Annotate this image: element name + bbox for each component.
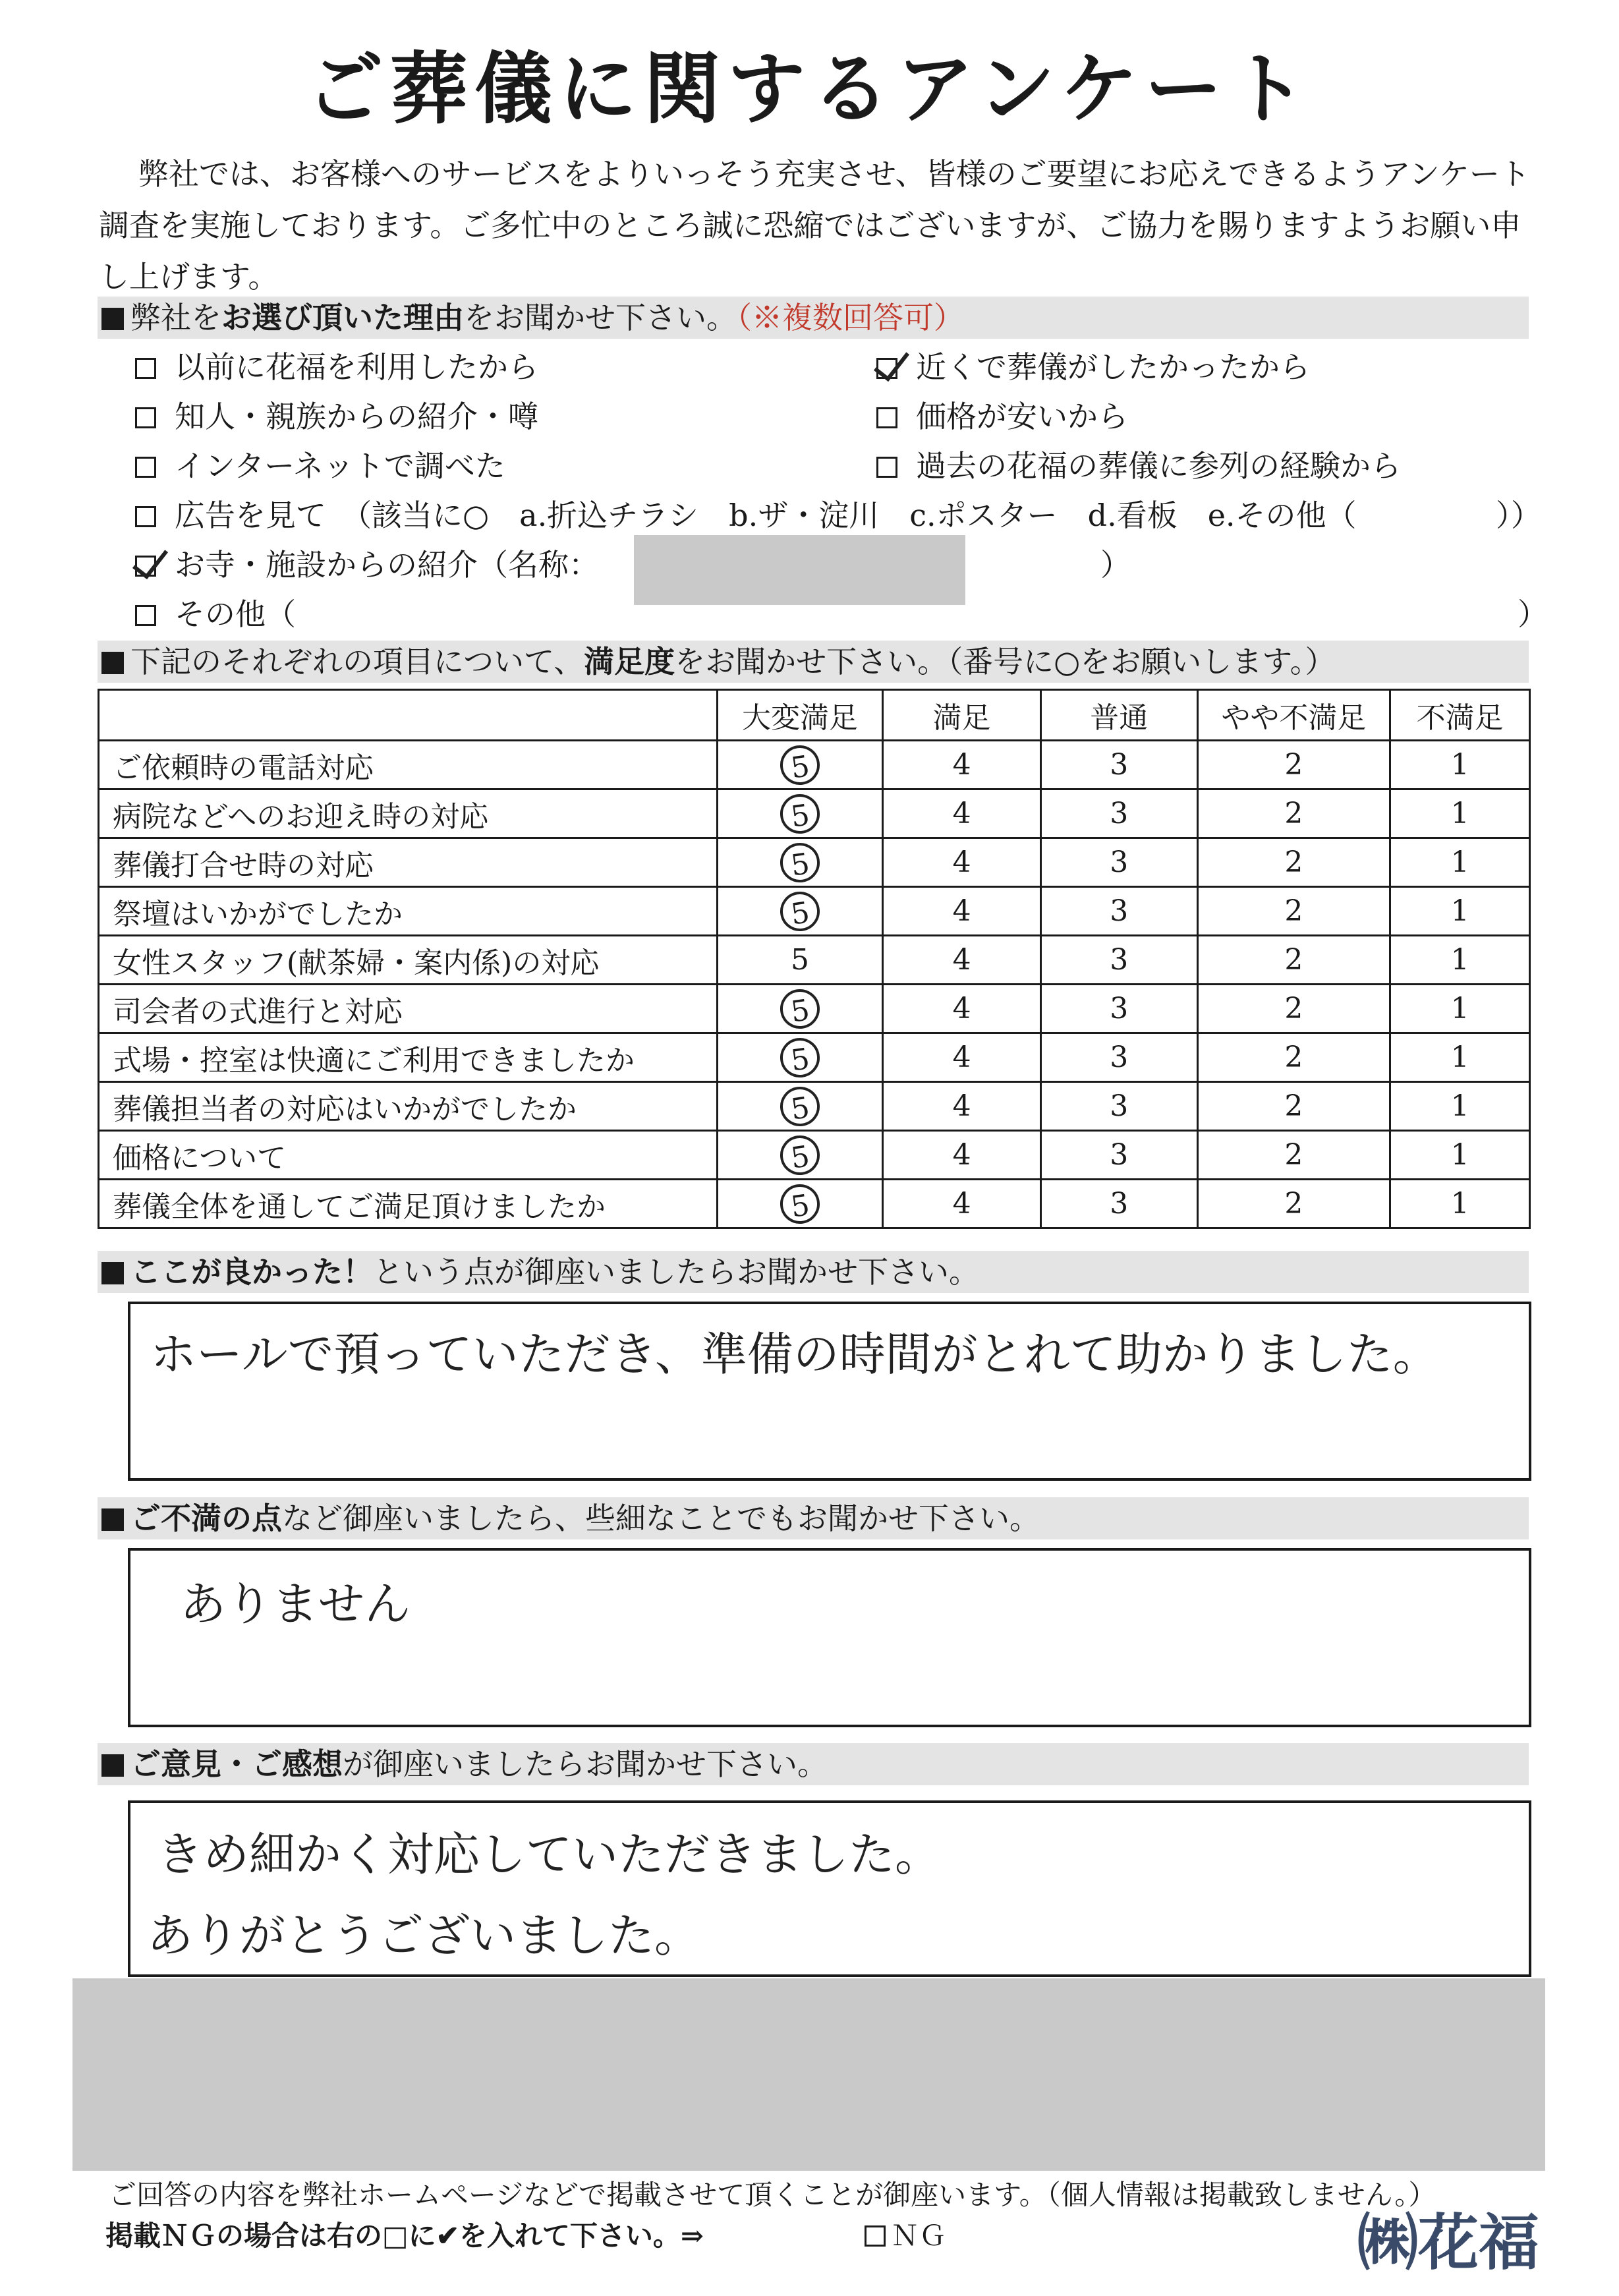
score-option[interactable] <box>1197 1131 1390 1180</box>
score-value: 4 <box>952 943 971 977</box>
satisfaction-item-label: 葬儀全体を通してご満足頂けましたか <box>99 1180 718 1228</box>
circled-score: 5 <box>778 791 822 836</box>
satisfaction-item-label: 祭壇はいかがでしたか <box>99 887 718 936</box>
score-value: 4 <box>952 992 971 1025</box>
score-option[interactable] <box>717 1082 883 1131</box>
circled-score: 5 <box>778 1133 822 1178</box>
opinion-answer-line2: ありがとうございました。 <box>147 1909 700 1963</box>
score-option[interactable] <box>717 1033 883 1082</box>
intro-text: 弊社では、お客様へのサービスをよりいっそう充実させ、皆様のご要望にお応えできるようアンケート調査を実施しております。ご多忙中のところ誠に恐縮ではございますが、ご協力を賜りますようお願い申し上げます。 <box>99 156 1530 295</box>
redacted-block <box>72 1978 1545 2171</box>
score-value: 4 <box>952 846 971 879</box>
table-row <box>99 1033 1530 1082</box>
score-value: 1 <box>1450 894 1469 928</box>
score-option[interactable] <box>1040 838 1197 887</box>
score-option[interactable] <box>717 1180 883 1228</box>
score-value: 1 <box>1450 1138 1469 1172</box>
checkbox[interactable] <box>135 506 156 527</box>
opinion-answer-line1: きめ細かく対応していただきました。 <box>157 1827 941 1881</box>
score-value: 3 <box>1110 1041 1129 1074</box>
opinion-heading: ご意見・ご感想が御座いましたらお聞かせ下さい。 <box>98 1743 1529 1785</box>
score-value: 3 <box>1110 1138 1129 1172</box>
score-option[interactable] <box>1390 1131 1530 1180</box>
checkbox-checked[interactable] <box>135 556 156 577</box>
score-value: 4 <box>952 894 971 928</box>
column-header: 普通 <box>1040 690 1197 741</box>
checkbox[interactable] <box>876 407 897 428</box>
column-header: 大変満足 <box>717 690 883 741</box>
score-option[interactable] <box>717 741 883 789</box>
square-bullet-icon <box>101 1262 124 1284</box>
score-value: 1 <box>1450 797 1469 830</box>
circled-score: 5 <box>778 1035 822 1080</box>
reason-option-temple[interactable]: お寺・施設からの紹介（名称： ） <box>135 545 1123 585</box>
score-value: 2 <box>1284 1089 1303 1123</box>
column-header: やや不満足 <box>1197 690 1390 741</box>
score-option[interactable] <box>1197 1082 1390 1131</box>
satisfaction-table <box>98 689 1531 1229</box>
score-option[interactable] <box>1390 741 1530 789</box>
score-option[interactable] <box>1390 1033 1530 1082</box>
circled-score: 5 <box>778 889 822 934</box>
score-value: 4 <box>952 748 971 782</box>
checkbox[interactable] <box>876 457 897 478</box>
score-option[interactable] <box>883 741 1041 789</box>
score-value: 1 <box>1450 943 1469 977</box>
score-value: 3 <box>1110 992 1129 1025</box>
score-value: 5 <box>790 943 809 977</box>
score-option[interactable] <box>883 1180 1041 1228</box>
good-points-heading: ここが良かった！という点が御座いましたらお聞かせ下さい。 <box>98 1251 1529 1293</box>
score-option[interactable] <box>883 789 1041 838</box>
satisfaction-item-label: 葬儀担当者の対応はいかがでしたか <box>99 1082 718 1131</box>
table-header-row <box>99 690 1530 741</box>
table-row <box>99 789 1530 838</box>
checkbox[interactable] <box>135 457 156 478</box>
score-option[interactable] <box>1197 741 1390 789</box>
score-value: 2 <box>1284 846 1303 879</box>
score-option[interactable] <box>883 1082 1041 1131</box>
checkbox[interactable] <box>135 605 156 626</box>
score-option[interactable] <box>717 936 883 985</box>
satisfaction-heading: 下記のそれぞれの項目について、満足度をお聞かせ下さい。（番号に○をお願いします。） <box>98 641 1529 683</box>
score-value: 3 <box>1110 797 1129 830</box>
complaint-heading: ご不満の点など御座いましたら、些細なことでもお聞かせ下さい。 <box>98 1497 1529 1539</box>
score-option[interactable] <box>717 985 883 1033</box>
score-value: 4 <box>952 1187 971 1220</box>
score-value: 4 <box>952 1089 971 1123</box>
score-option[interactable] <box>1197 985 1390 1033</box>
score-option[interactable] <box>1390 887 1530 936</box>
satisfaction-item-label: 葬儀打合せ時の対応 <box>99 838 718 887</box>
score-option[interactable] <box>883 838 1041 887</box>
satisfaction-item-label: 女性スタッフ(献茶婦・案内係)の対応 <box>99 936 718 985</box>
score-value: 1 <box>1450 748 1469 782</box>
score-option[interactable] <box>1040 887 1197 936</box>
score-option[interactable] <box>1040 1082 1197 1131</box>
score-option[interactable] <box>1197 1180 1390 1228</box>
column-header: 不満足 <box>1390 690 1530 741</box>
reason-option[interactable]: 近くで葬儀がしたかったから <box>876 347 1310 387</box>
reason-option[interactable]: 過去の花福の葬儀に参列の経験から <box>876 446 1401 486</box>
complaint-answer: ありません <box>180 1577 411 1631</box>
score-value: 3 <box>1110 894 1129 928</box>
footer-notice: ご回答の内容を弊社ホームページなどで掲載させて頂くことが御座います。（個人情報は掲載致しません。） <box>109 2179 1436 2211</box>
circled-score: 5 <box>778 987 822 1031</box>
score-value: 3 <box>1110 748 1129 782</box>
circled-score: 5 <box>778 1084 822 1129</box>
ng-option[interactable]: ＮＧ <box>865 2214 946 2254</box>
score-option[interactable] <box>883 1131 1041 1180</box>
opinion-answer-box[interactable] <box>128 1800 1531 1977</box>
checkbox[interactable] <box>135 358 156 379</box>
reasons-heading: 弊社をお選び頂いた理由をお聞かせ下さい。（※複数回答可） <box>98 297 1529 339</box>
reason-option-other[interactable]: その他（ ） <box>135 594 1539 634</box>
square-bullet-icon <box>101 308 124 330</box>
square-bullet-icon <box>101 1754 124 1777</box>
score-option[interactable] <box>717 887 883 936</box>
score-option[interactable] <box>717 1131 883 1180</box>
table-row <box>99 838 1530 887</box>
score-value: 2 <box>1284 943 1303 977</box>
checkbox-checked[interactable] <box>876 358 897 379</box>
score-option[interactable] <box>1040 741 1197 789</box>
table-row <box>99 1082 1530 1131</box>
checkbox[interactable] <box>135 407 156 428</box>
satisfaction-item-label: ご依頼時の電話対応 <box>99 741 718 789</box>
score-option[interactable] <box>1197 838 1390 887</box>
table-row <box>99 1131 1530 1180</box>
score-value: 4 <box>952 1138 971 1172</box>
circled-score: 5 <box>778 743 822 788</box>
table-row <box>99 936 1530 985</box>
ng-checkbox[interactable] <box>865 2225 886 2247</box>
complaint-answer-box[interactable] <box>128 1548 1531 1727</box>
score-option[interactable] <box>1197 887 1390 936</box>
table-row <box>99 887 1530 936</box>
score-option[interactable] <box>1040 789 1197 838</box>
score-value: 2 <box>1284 992 1303 1025</box>
score-option[interactable] <box>1390 936 1530 985</box>
page-title: ご葬儀に関するアンケート <box>306 43 1313 134</box>
score-value: 2 <box>1284 1138 1303 1172</box>
score-value: 2 <box>1284 1187 1303 1220</box>
score-value: 3 <box>1110 1187 1129 1220</box>
score-option[interactable] <box>1390 1180 1530 1228</box>
score-option[interactable] <box>883 1033 1041 1082</box>
score-value: 1 <box>1450 1041 1469 1074</box>
score-option[interactable] <box>1197 789 1390 838</box>
score-option[interactable] <box>717 838 883 887</box>
reason-option[interactable]: 以前に花福を利用したから <box>135 347 538 387</box>
score-option[interactable] <box>1040 1131 1197 1180</box>
score-value: 3 <box>1110 943 1129 977</box>
score-value: 4 <box>952 1041 971 1074</box>
square-bullet-icon <box>101 652 124 674</box>
circled-score: 5 <box>778 840 822 885</box>
score-option[interactable] <box>1040 1033 1197 1082</box>
score-value: 1 <box>1450 1187 1469 1220</box>
score-value: 2 <box>1284 797 1303 830</box>
score-value: 2 <box>1284 748 1303 782</box>
good-points-answer-box[interactable] <box>128 1302 1531 1481</box>
satisfaction-item-label: 価格について <box>99 1131 718 1180</box>
satisfaction-item-label: 病院などへのお迎え時の対応 <box>99 789 718 838</box>
score-option[interactable] <box>883 887 1041 936</box>
score-option[interactable] <box>1040 936 1197 985</box>
score-option[interactable] <box>1390 838 1530 887</box>
score-option[interactable] <box>1040 1180 1197 1228</box>
score-option[interactable] <box>1390 1082 1530 1131</box>
score-value: 1 <box>1450 846 1469 879</box>
score-option[interactable] <box>1197 936 1390 985</box>
score-value: 3 <box>1110 846 1129 879</box>
satisfaction-item-label: 式場・控室は快適にご利用できましたか <box>99 1033 718 1082</box>
score-value: 1 <box>1450 992 1469 1025</box>
reason-option[interactable]: 価格が安いから <box>876 397 1128 436</box>
good-points-answer: ホールで預っていただき、準備の時間がとれて助かりました。 <box>150 1327 1439 1381</box>
satisfaction-item-label: 司会者の式進行と対応 <box>99 985 718 1033</box>
table-row <box>99 985 1530 1033</box>
footer-ng-instruction: 掲載ＮＧの場合は右の□に✔を入れて下さい。⇒ <box>105 2220 704 2252</box>
reason-option[interactable]: 知人・親族からの紹介・噂 <box>135 397 538 436</box>
score-option[interactable] <box>883 985 1041 1033</box>
score-option[interactable] <box>1197 1033 1390 1082</box>
circled-score: 5 <box>778 1182 822 1226</box>
score-option[interactable] <box>1390 985 1530 1033</box>
score-value: 2 <box>1284 894 1303 928</box>
table-row <box>99 1180 1530 1228</box>
company-logo: ㈱花福 <box>1357 2208 1540 2278</box>
table-row <box>99 741 1530 789</box>
reason-option-ad[interactable]: 広告を見て （該当に○ a.折込チラシ b.ザ・淀川 c.ポスター d.看板 e.その他（ ）） <box>135 496 1545 535</box>
score-value: 4 <box>952 797 971 830</box>
score-option[interactable] <box>717 789 883 838</box>
score-value: 2 <box>1284 1041 1303 1074</box>
column-header: 満足 <box>883 690 1041 741</box>
square-bullet-icon <box>101 1508 124 1531</box>
score-value: 1 <box>1450 1089 1469 1123</box>
score-value: 3 <box>1110 1089 1129 1123</box>
score-option[interactable] <box>883 936 1041 985</box>
reason-option[interactable]: インターネットで調べた <box>135 446 505 486</box>
score-option[interactable] <box>1390 789 1530 838</box>
score-option[interactable] <box>1040 985 1197 1033</box>
